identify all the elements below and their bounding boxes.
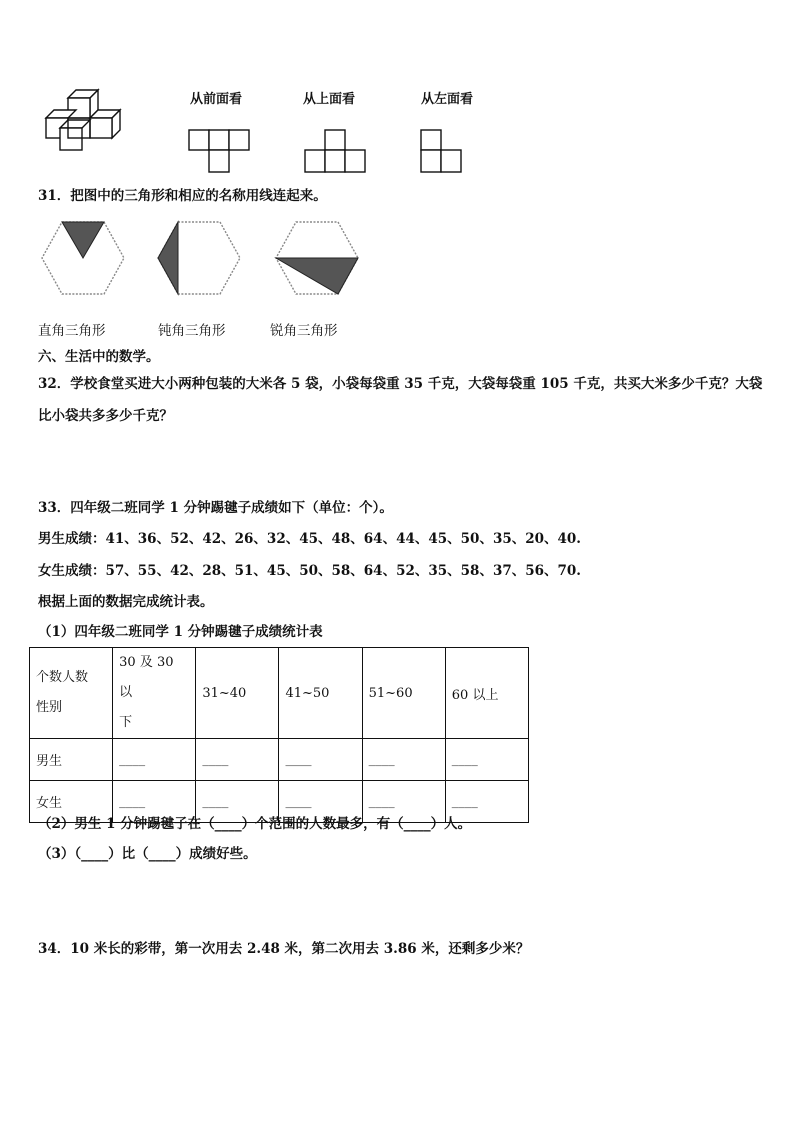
table-header-col4: 51~60 bbox=[362, 648, 445, 739]
row-label-girls: 女生 bbox=[30, 781, 113, 823]
left-view-figure bbox=[420, 128, 470, 176]
top-view-figure bbox=[304, 128, 368, 176]
table-corner-cell: 个数人数 性别 bbox=[30, 648, 113, 739]
boys-scores: 男生成绩：41、36、52、42、26、32、45、48、64、44、45、50、35、20、40. bbox=[38, 531, 581, 547]
name-right-triangle: 直角三角形 bbox=[38, 323, 106, 339]
question-34-text: 34．10 米长的彩带，第一次用去 2.48 米，第二次用去 3.86 米，还剩多少米？ bbox=[38, 941, 530, 957]
table-cell-blank[interactable]: ____ bbox=[196, 739, 279, 781]
table-header-col1: 30 及 30 以 下 bbox=[113, 648, 196, 739]
question-33-instruction: 根据上面的数据完成统计表。 bbox=[38, 594, 214, 610]
cube-stack-figure bbox=[40, 86, 130, 156]
table-cell-blank[interactable]: ____ bbox=[362, 739, 445, 781]
table-row-boys bbox=[30, 739, 529, 781]
question-33-intro: 33．四年级二班同学 1 分钟踢毽子成绩如下（单位：个）。 bbox=[38, 500, 393, 516]
hexagon-right-triangle bbox=[40, 220, 126, 296]
view-label-top: 从上面看 bbox=[303, 92, 356, 107]
girls-scores: 女生成绩：57、55、42、28、51、45、50、58、64、52、35、58、37、56、70. bbox=[38, 563, 581, 579]
table-cell-blank[interactable]: ____ bbox=[113, 781, 196, 823]
table-header-col5: 60 以上 bbox=[445, 648, 528, 739]
table-header-col3: 41~50 bbox=[279, 648, 362, 739]
table-cell-blank[interactable]: ____ bbox=[196, 781, 279, 823]
name-obtuse-triangle: 钝角三角形 bbox=[158, 323, 226, 339]
table-header-col2: 31~40 bbox=[196, 648, 279, 739]
view-label-left: 从左面看 bbox=[421, 92, 474, 107]
table-cell-blank[interactable]: ____ bbox=[445, 781, 528, 823]
table-cell-blank[interactable]: ____ bbox=[279, 781, 362, 823]
question-33-part3: （3）（____）比（____）成绩好些。 bbox=[38, 846, 257, 862]
table-cell-blank[interactable]: ____ bbox=[445, 739, 528, 781]
view-label-front: 从前面看 bbox=[190, 92, 243, 107]
front-view-figure bbox=[188, 128, 252, 176]
table-cell-blank[interactable]: ____ bbox=[362, 781, 445, 823]
question-32-line2: 比小袋共多多少千克？ bbox=[38, 408, 173, 424]
table-header-row bbox=[30, 648, 529, 739]
hexagon-acute-triangle bbox=[274, 220, 360, 296]
stats-table bbox=[29, 647, 529, 823]
row-label-boys: 男生 bbox=[30, 739, 113, 781]
table-cell-blank[interactable]: ____ bbox=[113, 739, 196, 781]
question-33-part2: （2）男生 1 分钟踢毽子在（____）个范围的人数最多，有（____）人。 bbox=[38, 816, 472, 832]
section-6-heading: 六、生活中的数学。 bbox=[38, 349, 160, 365]
hexagon-obtuse-triangle bbox=[156, 220, 242, 296]
question-31-text: 31．把图中的三角形和相应的名称用线连起来。 bbox=[38, 188, 327, 204]
question-32-line1: 32．学校食堂买进大小两种包装的大米各 5 袋，小袋每袋重 35 千克，大袋每袋重 105 千克，共买大米多少千克？大袋 bbox=[38, 376, 763, 392]
table-cell-blank[interactable]: ____ bbox=[279, 739, 362, 781]
name-acute-triangle: 锐角三角形 bbox=[270, 323, 338, 339]
table-title: （1）四年级二班同学 1 分钟踢毽子成绩统计表 bbox=[38, 624, 323, 640]
